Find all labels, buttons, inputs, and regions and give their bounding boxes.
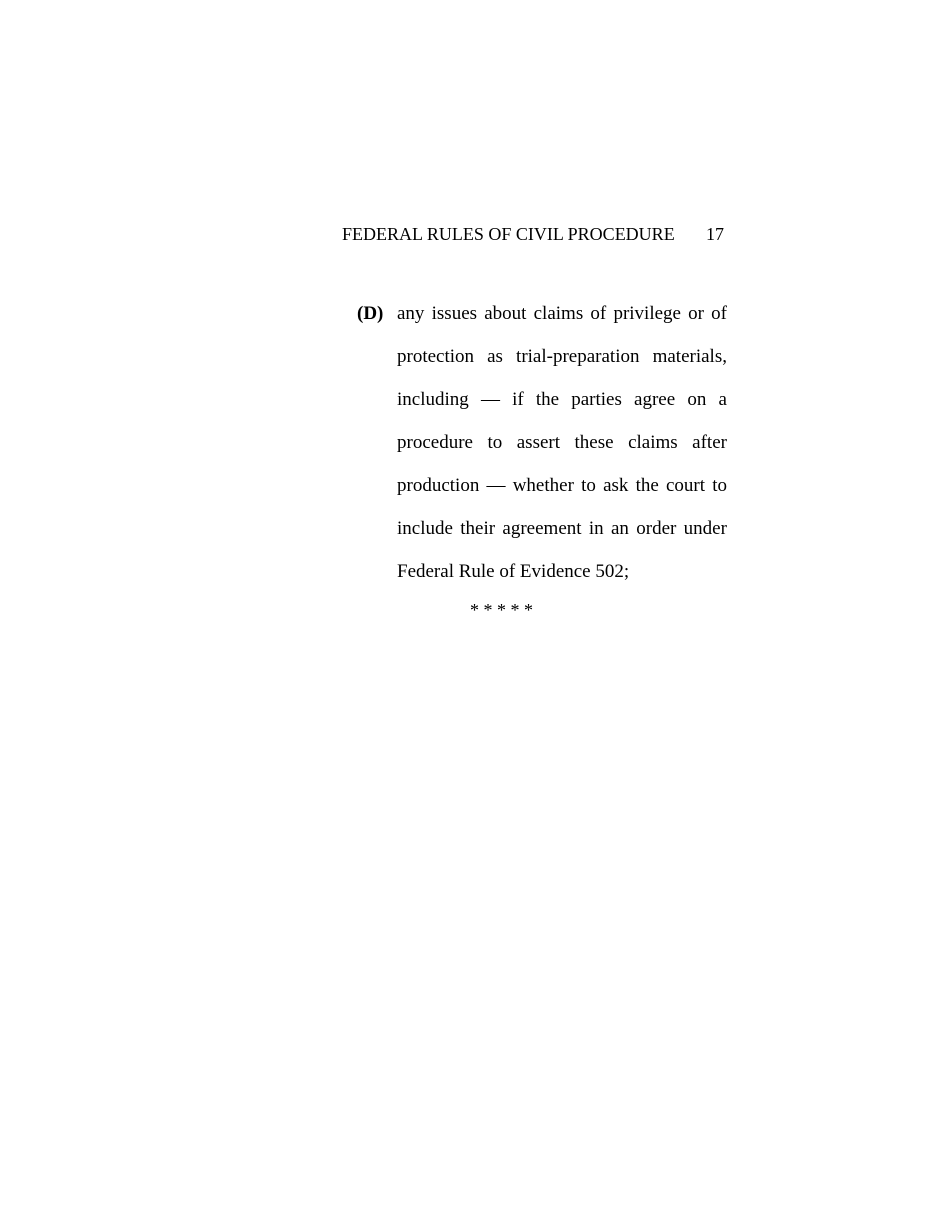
item-text-line: any issues about claims of privilege or of (397, 303, 727, 324)
page-number: 17 (706, 224, 724, 244)
item-text-line: protection as trial-preparation materials, (397, 346, 727, 367)
item-text-line: production — whether to ask the court to (397, 475, 727, 496)
item-text-line: including — if the parties agree on a (397, 389, 727, 410)
omission-separator: * * * * * (470, 600, 533, 620)
item-text (397, 292, 727, 593)
item-text-line: procedure to assert these claims after (397, 432, 727, 453)
page-header (342, 222, 726, 246)
item-label: (D) (357, 303, 384, 324)
item-text-line: include their agreement in an order under (397, 518, 727, 539)
running-header-title: FEDERAL RULES OF CIVIL PROCEDURE (342, 224, 675, 244)
item-text-line: Federal Rule of Evidence 502; (397, 561, 630, 582)
